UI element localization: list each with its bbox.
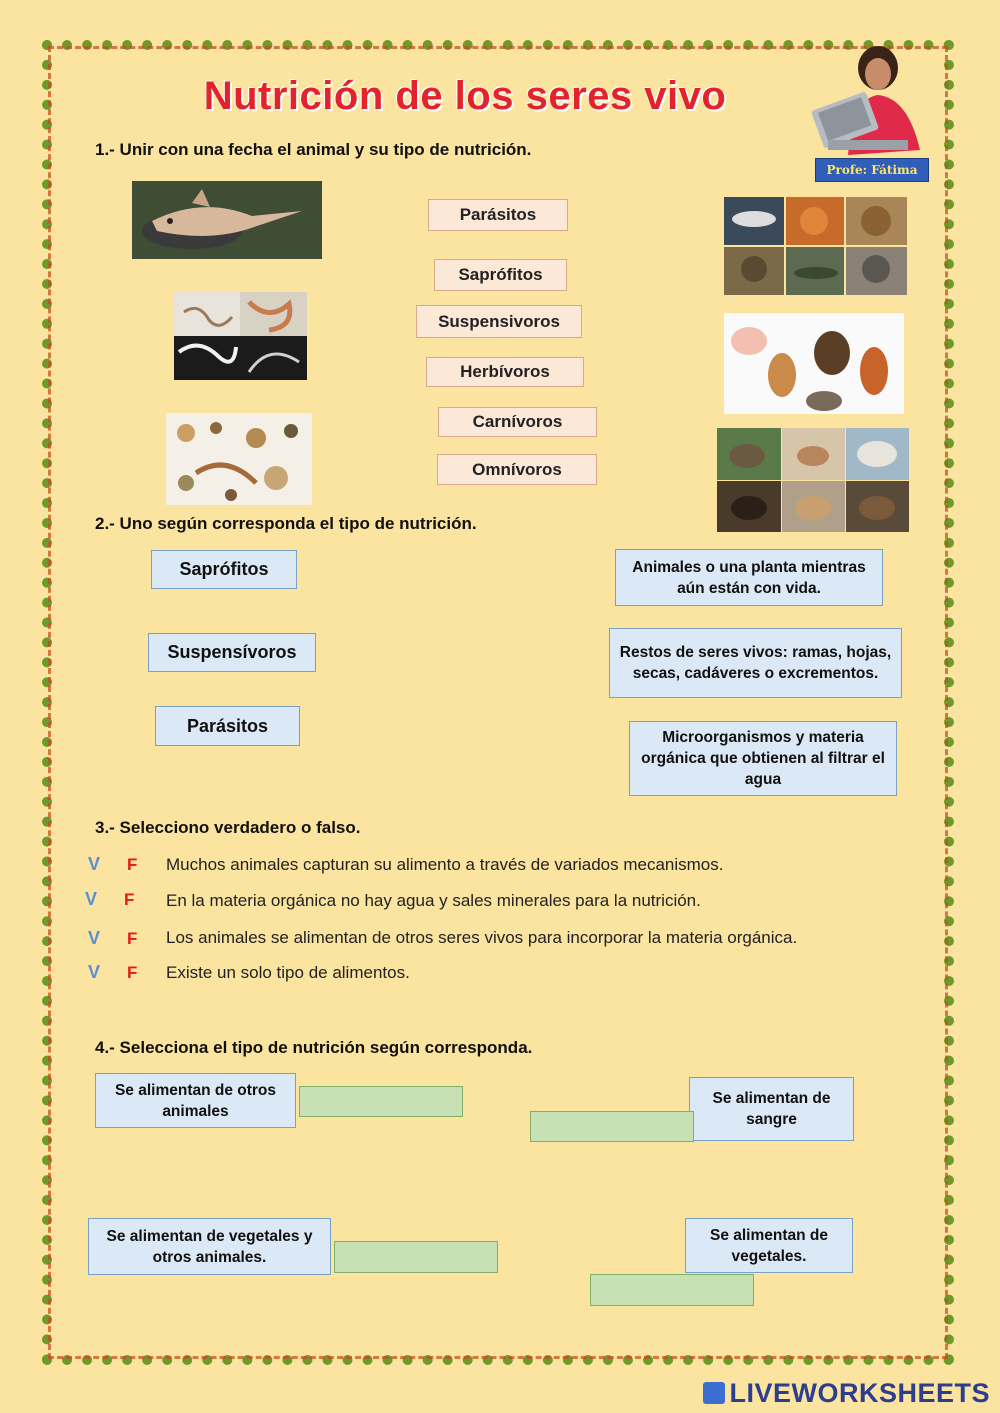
answer-box-2[interactable] [530, 1111, 694, 1142]
true-option-3[interactable]: V [88, 928, 101, 948]
herbivores-image [717, 428, 909, 532]
true-option-4[interactable]: V [88, 962, 101, 982]
label-omnivoros[interactable]: Omnívoros [437, 454, 597, 485]
statement-2: En la materia orgánica no hay agua y sales minerales para la nutrición. [166, 891, 701, 910]
section3-heading: 3.- Selecciono verdadero o falso. [95, 818, 361, 837]
false-option-2[interactable]: F [124, 890, 135, 909]
match-desc-living[interactable]: Animales o una planta mientras aún están con vida. [615, 549, 883, 606]
microorganisms-image [166, 413, 312, 505]
section4-heading: 4.- Selecciona el tipo de nutrición según corresponda. [95, 1038, 533, 1057]
prompt-plants-and-animals: Se alimentan de vegetales y otros animales. [88, 1218, 331, 1275]
label-carnivoros[interactable]: Carnívoros [438, 407, 597, 437]
true-option-1[interactable]: V [88, 854, 101, 874]
statement-3: Los animales se alimentan de otros seres vivos para incorporar la materia orgánica. [166, 928, 798, 947]
worms-image [174, 292, 307, 380]
label-saprofitos[interactable]: Saprófitos [434, 259, 567, 291]
false-option-4[interactable]: F [127, 963, 138, 982]
statement-4: Existe un solo tipo de alimentos. [166, 963, 410, 982]
prompt-other-animals: Se alimentan de otros animales [95, 1073, 296, 1128]
match-suspensivoros[interactable]: Suspensívoros [148, 633, 316, 672]
statement-1: Muchos animales capturan su alimento a través de variados mecanismos. [166, 855, 724, 874]
match-parasitos[interactable]: Parásitos [155, 706, 300, 746]
match-saprofitos[interactable]: Saprófitos [151, 550, 297, 589]
page-title: Nutrición de los seres vivo [203, 74, 727, 118]
prompt-blood: Se alimentan de sangre [689, 1077, 854, 1141]
fish-image [132, 181, 322, 259]
section2-heading: 2.- Uno según corresponda el tipo de nutrición. [95, 514, 477, 533]
match-desc-filter[interactable]: Microorganismos y materia orgánica que obtienen al filtrar el agua [629, 721, 897, 796]
prompt-plants: Se alimentan de vegetales. [685, 1218, 853, 1273]
label-suspensivoros[interactable]: Suspensivoros [416, 305, 582, 338]
logo-icon [703, 1382, 725, 1404]
false-option-3[interactable]: F [127, 929, 138, 948]
answer-box-4[interactable] [590, 1274, 754, 1306]
logo-text: LIVEWORKSHEETS [729, 1378, 990, 1408]
liveworksheets-logo [703, 1378, 990, 1409]
match-desc-remains[interactable]: Restos de seres vivos: ramas, hojas, secas, cadáveres o excrementos. [609, 628, 902, 698]
omnivores-image [724, 313, 904, 414]
answer-box-3[interactable] [334, 1241, 498, 1273]
section1-heading: 1.- Unir con una fecha el animal y su tipo de nutrición. [95, 140, 532, 159]
teacher-badge: Profe: Fátima [815, 158, 929, 182]
label-parasitos[interactable]: Parásitos [428, 199, 568, 231]
answer-box-1[interactable] [299, 1086, 463, 1117]
true-option-2[interactable]: V [85, 889, 98, 909]
label-herbivoros[interactable]: Herbívoros [426, 357, 584, 387]
false-option-1[interactable]: F [127, 855, 138, 874]
carnivores-image [724, 197, 907, 295]
